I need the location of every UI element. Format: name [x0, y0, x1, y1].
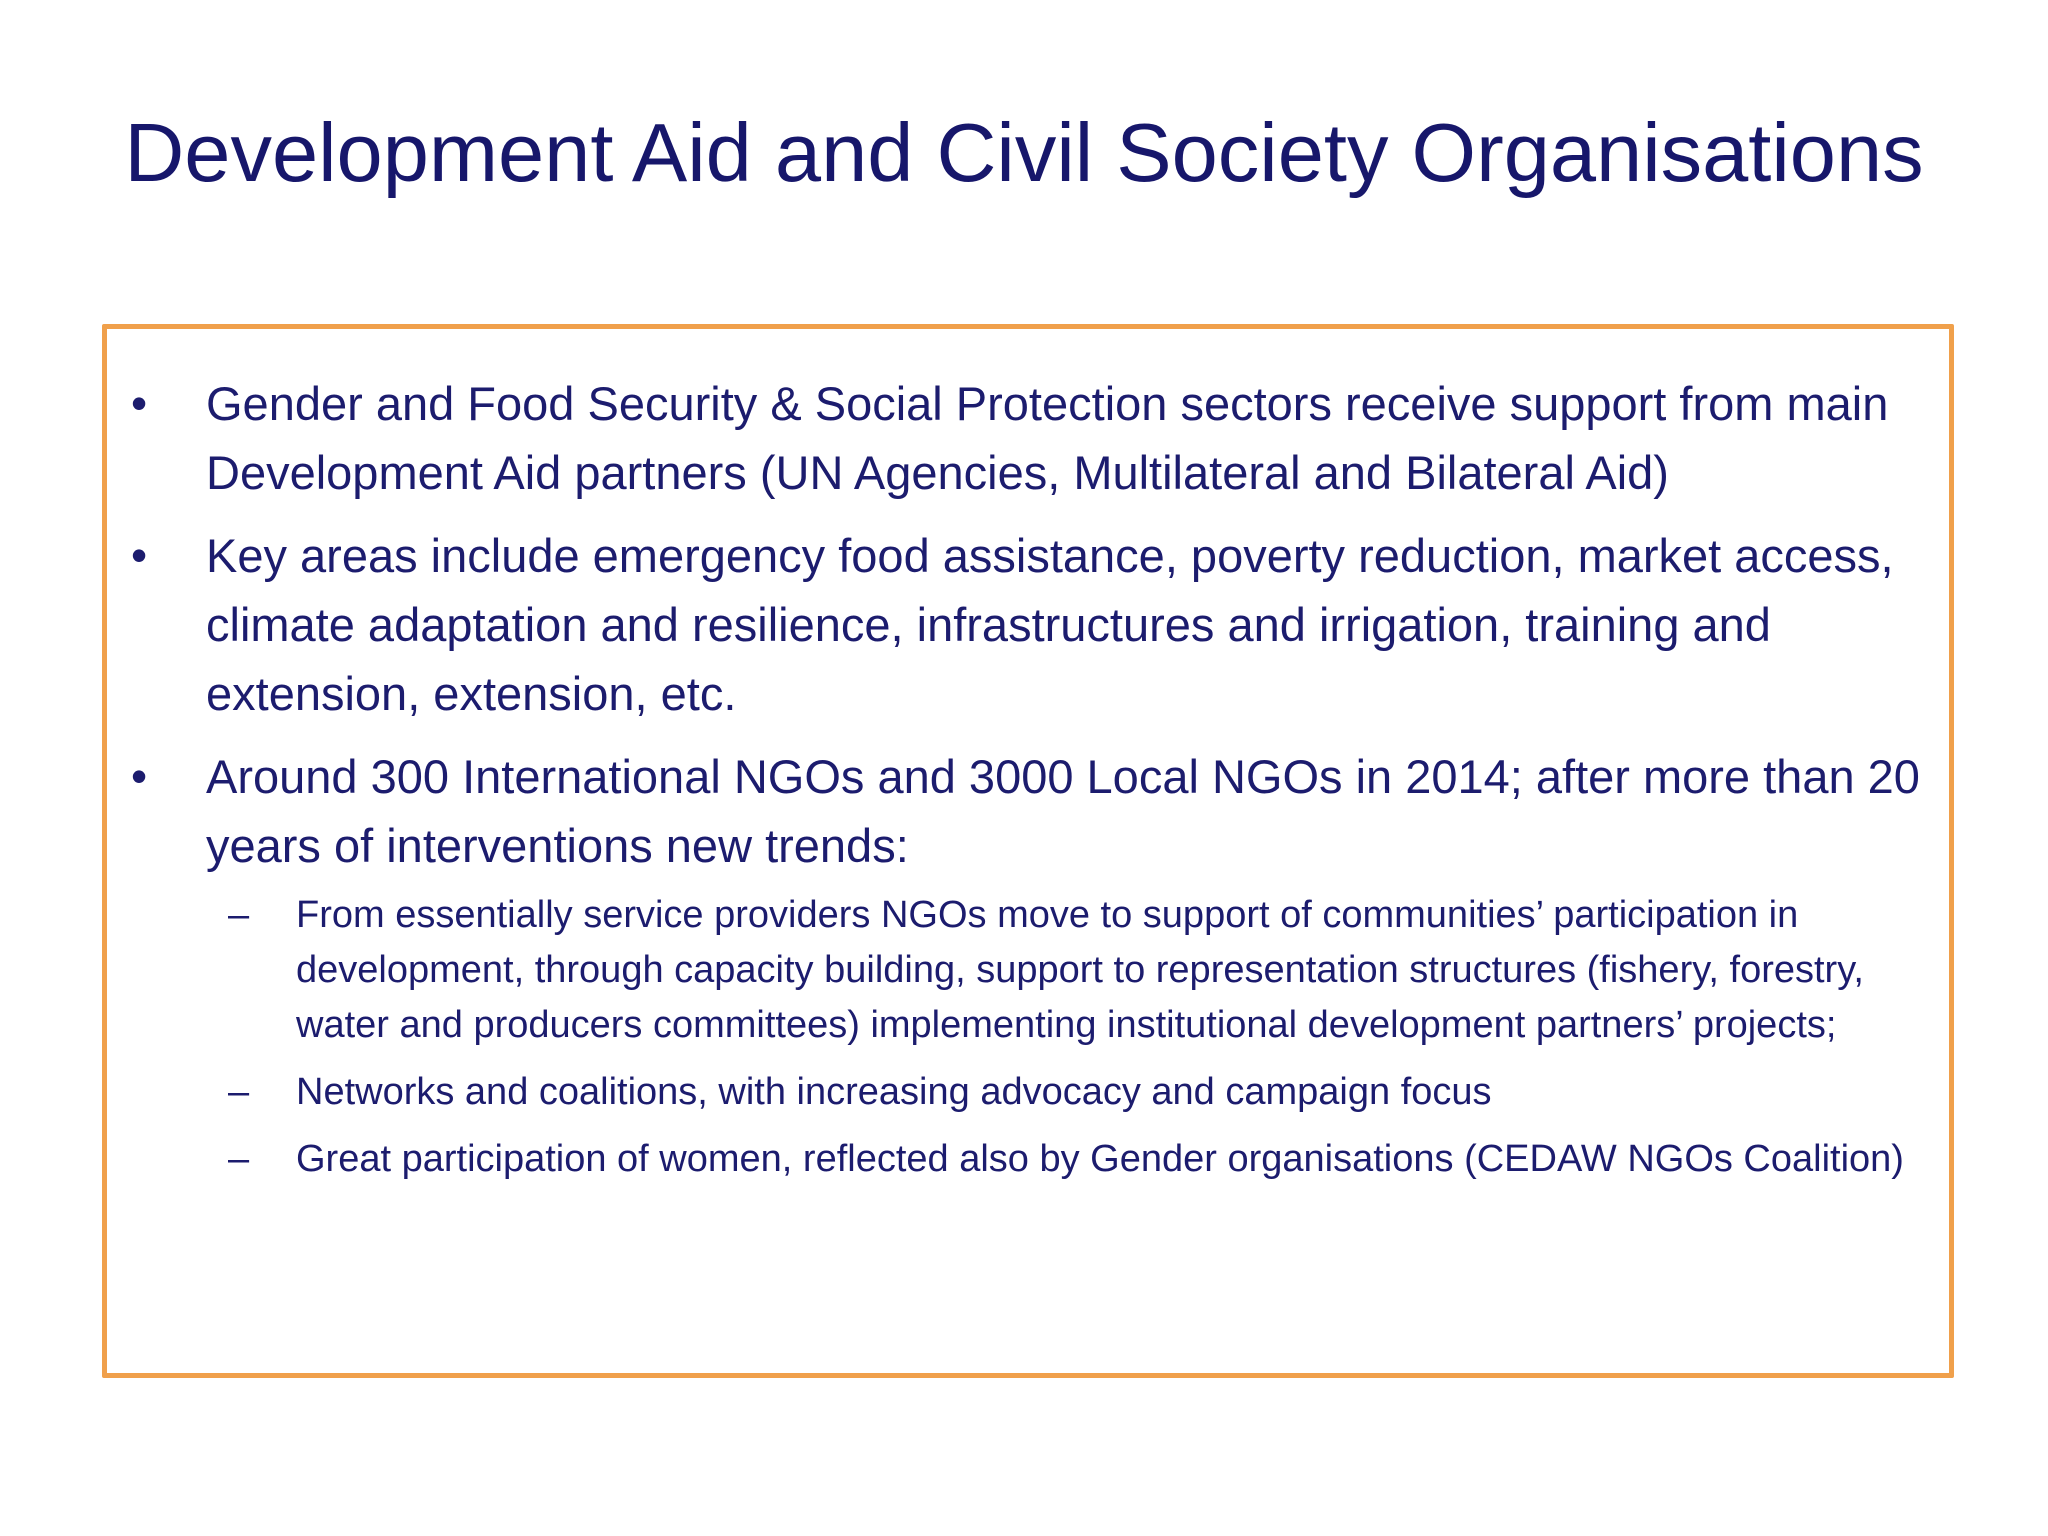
sub-bullet-text: Networks and coalitions, with increasing advocacy and campaign focus: [296, 1071, 1492, 1113]
bullet-point-icon: •: [131, 377, 148, 429]
dash-icon: –: [228, 1071, 250, 1113]
bullet-item: [107, 521, 1949, 728]
sub-bullet-item: [206, 1132, 1949, 1187]
bullet-point-icon: •: [131, 529, 148, 581]
dash-icon: –: [228, 894, 250, 936]
sub-bullet-list: [206, 888, 1949, 1187]
bullet-text: Key areas include emergency food assistance, poverty reduction, market access, climate adaptation and resilience, infrastructures and irrigation, training and extension, extension, etc.: [206, 529, 1894, 720]
dash-icon: –: [228, 1138, 250, 1180]
slide-title: Development Aid and Civil Society Organisations: [124, 106, 1924, 199]
bullet-text: Gender and Food Security & Social Protection sectors receive support from main Development Aid partners (UN Agencies, Multilateral and Bilateral Aid): [206, 377, 1889, 499]
bullet-list: [107, 369, 1949, 1201]
bullet-point-icon: •: [131, 750, 148, 802]
bullet-item: [107, 369, 1949, 507]
sub-bullet-text: From essentially service providers NGOs move to support of communities’ participation in development, through capacity building, support to representation structures (fishery, forestry, water and producers committees) implementing institutional development partners’ projects;: [296, 894, 1864, 1046]
sub-bullet-item: [206, 888, 1949, 1053]
sub-bullet-text: Great participation of women, reflected also by Gender organisations (CEDAW NGOs Coalition): [296, 1138, 1904, 1180]
content-box: [102, 324, 1954, 1378]
bullet-item: [107, 742, 1949, 1187]
bullet-text: Around 300 International NGOs and 3000 Local NGOs in 2014; after more than 20 years of interventions new trends:: [206, 750, 1920, 872]
sub-bullet-item: [206, 1065, 1949, 1120]
